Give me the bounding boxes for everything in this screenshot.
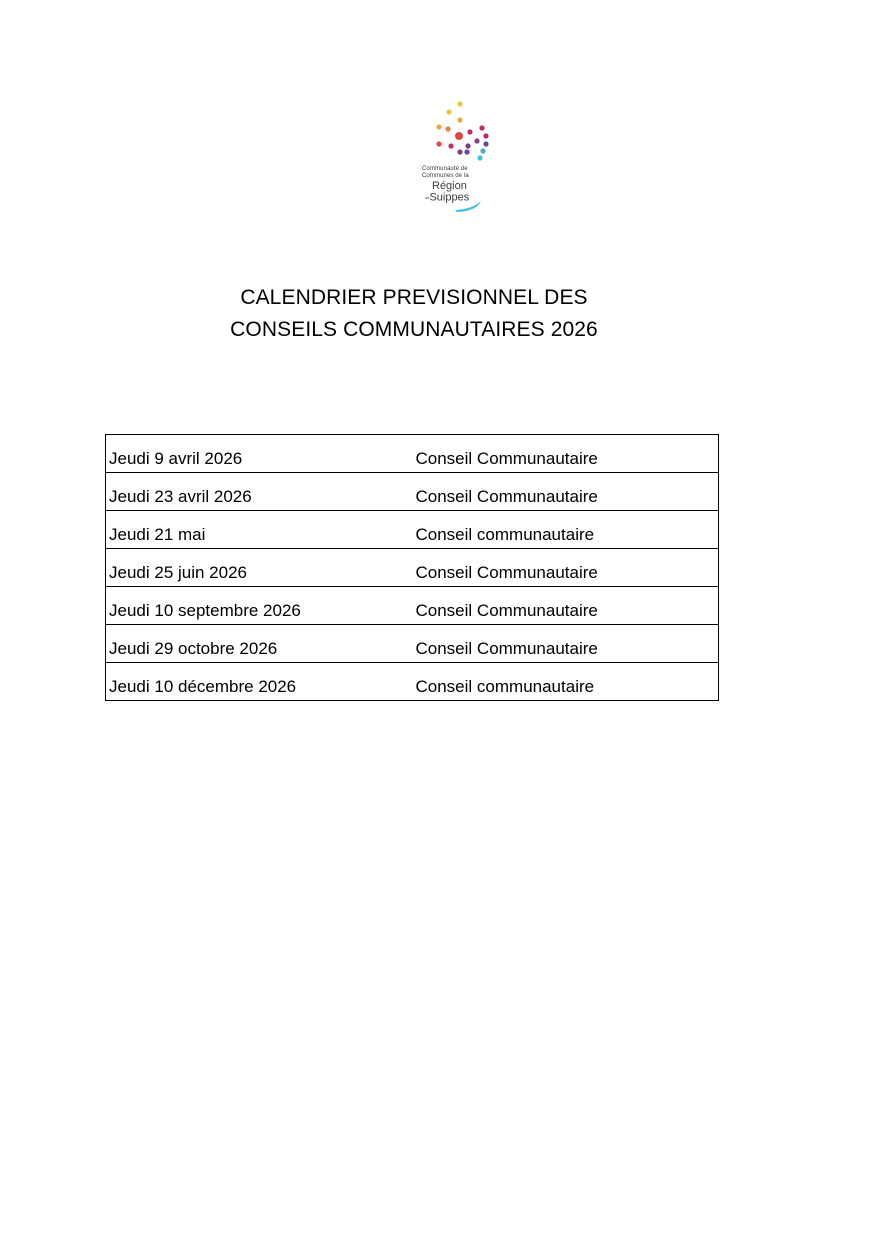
logo-dots-icon [415, 98, 495, 168]
logo-line-3: Région [432, 180, 467, 192]
table-row [106, 625, 719, 663]
table-row [106, 587, 719, 625]
event-cell: Conseil Communautaire [416, 473, 719, 511]
logo-line-4-prefix: de [425, 195, 430, 200]
event-cell: Conseil communautaire [415, 677, 595, 696]
table-row [106, 511, 719, 549]
page-title [140, 282, 688, 346]
logo-line-1: Communauté de [422, 166, 468, 172]
date-cell: Jeudi 29 octobre 2026 [106, 625, 416, 663]
logo-line-4-name: Suippes [429, 191, 470, 204]
event-cell: Conseil Communautaire [416, 625, 719, 663]
event-cell: Conseil Communautaire [416, 549, 719, 587]
date-cell: Jeudi 10 décembre 2026 [109, 677, 297, 696]
logo-swoosh-icon [415, 198, 495, 218]
date-cell: Jeudi 25 juin 2026 [106, 549, 416, 587]
table-row [106, 473, 719, 511]
event-cell: Conseil communautaire [416, 511, 719, 549]
date-cell: Jeudi 23 avril 2026 [106, 473, 416, 511]
title-line-2: CONSEILS COMMUNAUTAIRES 2026 [230, 318, 598, 341]
date-cell: Jeudi 9 avril 2026 [106, 435, 416, 473]
title-line-1: CALENDRIER PREVISIONNEL DES [240, 286, 588, 309]
schedule-table [105, 434, 719, 701]
table-row [106, 663, 719, 701]
table-row [106, 549, 719, 587]
event-cell: Conseil Communautaire [416, 435, 719, 473]
logo [415, 98, 495, 216]
event-cell: Conseil Communautaire [416, 587, 719, 625]
date-cell: Jeudi 21 mai [106, 511, 416, 549]
date-cell: Jeudi 10 septembre 2026 [106, 587, 416, 625]
logo-line-2: Communes de la [422, 173, 469, 179]
table-row [106, 435, 719, 473]
